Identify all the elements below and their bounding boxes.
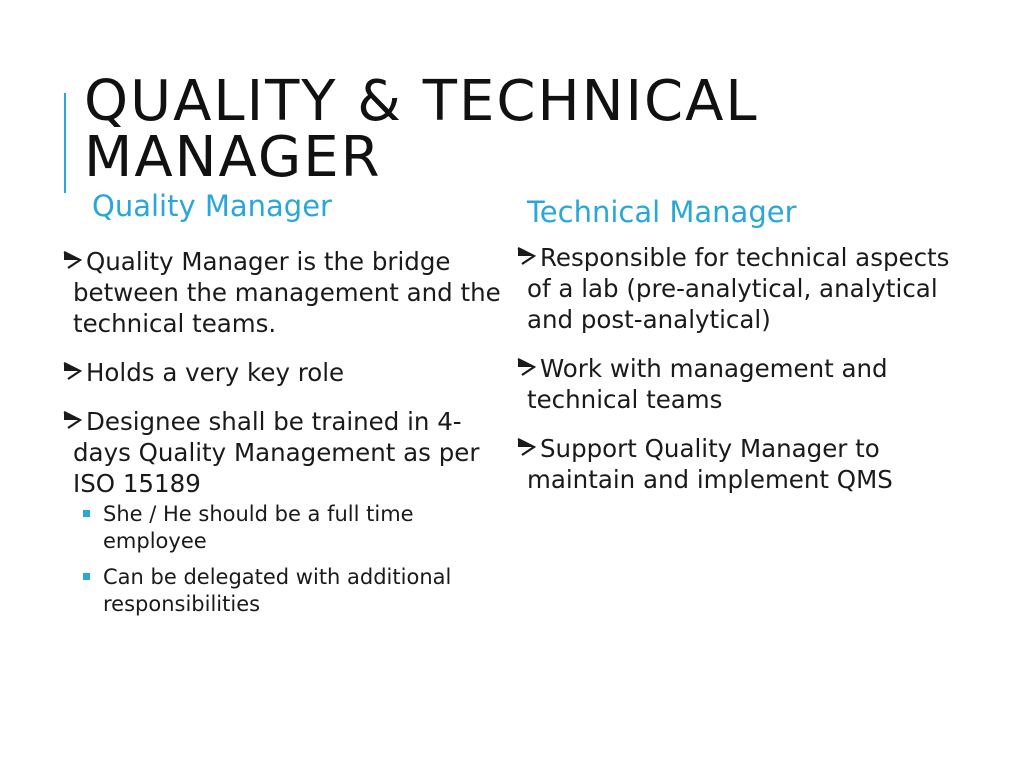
list-item [62,406,502,499]
list-item [62,246,502,339]
arrow-bullet-icon [516,244,538,266]
sub-list-item [62,501,502,555]
quality-manager-column [62,246,502,627]
quality-manager-heading: Quality Manager [92,189,332,223]
arrow-bullet-icon [516,355,538,377]
list-item-text: Work with management and technical teams [527,354,888,414]
technical-manager-list [516,242,956,495]
sub-list-item [62,564,502,618]
technical-manager-column [516,242,956,513]
list-item-text: Quality Manager is the bridge between the management and the technical teams. [73,247,501,338]
arrow-bullet-icon [62,408,84,430]
arrow-bullet-icon [62,248,84,270]
arrow-bullet-icon [516,435,538,457]
slide-title: QUALITY & TECHNICAL MANAGER [84,69,759,190]
title-accent-bar [64,93,66,193]
list-item [516,242,956,335]
list-item-text: Designee shall be trained in 4-days Quality Management as per ISO 15189 [73,407,480,498]
arrow-bullet-icon [62,359,84,381]
list-item [62,357,502,388]
sub-list-item-text: She / He should be a full time employee [103,502,414,553]
sub-list-item-text: Can be delegated with additional responsibilities [103,565,452,616]
list-item-text: Holds a very key role [86,358,345,387]
square-bullet-icon [83,510,90,517]
list-item-text: Responsible for technical aspects of a lab (pre-analytical, analytical and post-analytical) [527,243,950,334]
square-bullet-icon [83,573,90,580]
list-item [516,353,956,415]
technical-manager-heading: Technical Manager [527,195,797,229]
quality-manager-list [62,246,502,499]
list-item-text: Support Quality Manager to maintain and implement QMS [527,434,893,494]
list-item [516,433,956,495]
quality-manager-sub-list [62,501,502,618]
